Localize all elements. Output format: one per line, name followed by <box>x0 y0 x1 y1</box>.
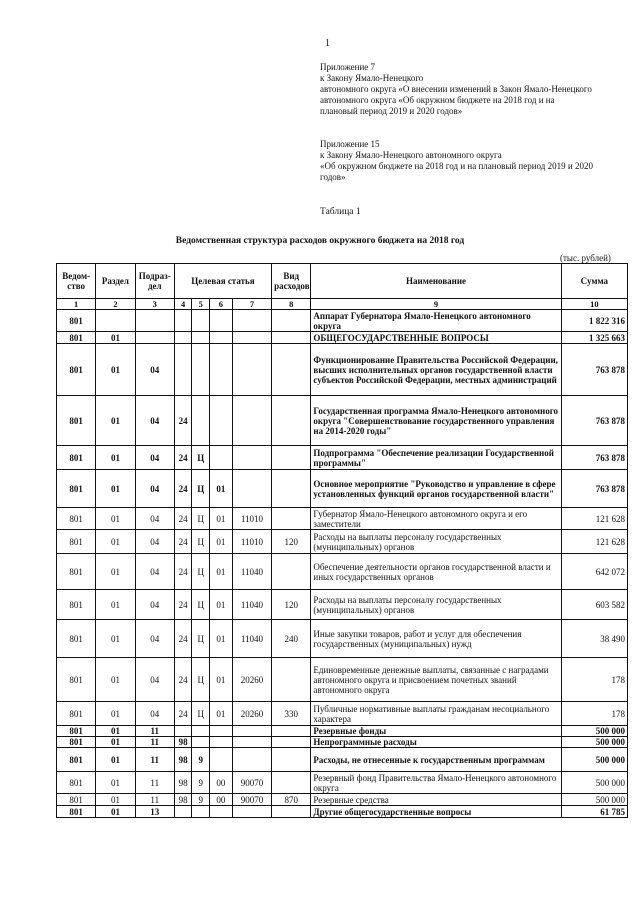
target-subprogram-cell <box>192 332 210 344</box>
target-subprogram-cell: 9 <box>192 794 210 806</box>
table-row <box>57 470 628 508</box>
target-subprogram-cell: Ц <box>192 508 210 530</box>
appendix-7-line: автономного округа «Об окружном бюджете на 2018 год и на <box>320 95 555 105</box>
target-activity-cell: 01 <box>210 470 233 508</box>
target-subprogram-cell: Ц <box>192 702 210 726</box>
target-activity-cell <box>210 446 233 470</box>
target-direction-cell: 11040 <box>232 554 271 590</box>
target-direction-cell: 90070 <box>232 772 271 794</box>
name-cell: ОБЩЕГОСУДАРСТВЕННЫЕ ВОПРОСЫ <box>311 332 561 344</box>
vedomstvo-cell: 801 <box>57 446 96 470</box>
sum-cell: 603 582 <box>561 590 627 620</box>
vedomstvo-cell: 801 <box>57 470 96 508</box>
target-program-cell: 24 <box>174 702 192 726</box>
col-header-razdel: Раздел <box>96 264 135 299</box>
target-program-cell: 24 <box>174 470 192 508</box>
column-number: 7 <box>232 299 271 310</box>
target-activity-cell: 01 <box>210 590 233 620</box>
razdel-cell: 01 <box>96 620 135 658</box>
sum-cell: 121 628 <box>561 530 627 554</box>
units-label: (тыс. рублей) <box>560 253 611 263</box>
appendix-15-line: «Об окружном бюджете на 2018 год и на плановый период 2019 и 2020 <box>320 161 593 171</box>
appendix-7-line: к Закону Ямало-Ненецкого <box>320 73 424 83</box>
name-cell: Иные закупки товаров, работ и услуг для обеспечения государственных (муниципальных) нужд <box>311 620 561 658</box>
target-activity-cell: 01 <box>210 530 233 554</box>
target-program-cell: 24 <box>174 590 192 620</box>
column-number: 5 <box>192 299 210 310</box>
expense-type-cell: 330 <box>272 702 311 726</box>
column-number: 10 <box>561 299 627 310</box>
vedomstvo-cell: 801 <box>57 332 96 344</box>
table-row <box>57 310 628 332</box>
podrazdel-cell: 04 <box>135 396 174 446</box>
vedomstvo-cell: 801 <box>57 794 96 806</box>
vedomstvo-cell: 801 <box>57 620 96 658</box>
target-program-cell: 98 <box>174 772 192 794</box>
name-cell: Обеспечение деятельности органов государственной власти и иных государственных органов <box>311 554 561 590</box>
podrazdel-cell: 04 <box>135 530 174 554</box>
target-program-cell: 24 <box>174 396 192 446</box>
razdel-cell: 01 <box>96 806 135 818</box>
target-subprogram-cell <box>192 726 210 737</box>
vedomstvo-cell: 801 <box>57 748 96 772</box>
name-cell: Расходы на выплаты персоналу государственных (муниципальных) органов <box>311 590 561 620</box>
appendix-7-header <box>320 62 625 117</box>
target-direction-cell: 20260 <box>232 658 271 702</box>
target-subprogram-cell <box>192 310 210 332</box>
razdel-cell: 01 <box>96 554 135 590</box>
razdel-cell <box>96 310 135 332</box>
col-header-vid: Вид расходов <box>272 264 311 299</box>
expense-type-cell <box>272 396 311 446</box>
appendix-7-line: плановый период 2019 и 2020 годов» <box>320 106 463 116</box>
target-program-cell: 24 <box>174 530 192 554</box>
podrazdel-cell: 04 <box>135 702 174 726</box>
podrazdel-cell: 04 <box>135 620 174 658</box>
target-activity-cell <box>210 332 233 344</box>
expense-type-cell <box>272 508 311 530</box>
sum-cell: 61 785 <box>561 806 627 818</box>
target-direction-cell <box>232 806 271 818</box>
vedomstvo-cell: 801 <box>57 806 96 818</box>
appendix-15-line: годов» <box>320 172 346 182</box>
document-title: Ведомственная структура расходов окружного бюджета на 2018 год <box>175 236 465 246</box>
expense-type-cell <box>272 344 311 396</box>
table-row <box>57 530 628 554</box>
target-subprogram-cell <box>192 806 210 818</box>
target-direction-cell <box>232 344 271 396</box>
col-header-celevaya: Целевая статья <box>174 264 271 299</box>
target-direction-cell <box>232 396 271 446</box>
table-row <box>57 726 628 737</box>
sum-cell: 763 878 <box>561 446 627 470</box>
sum-cell: 178 <box>561 702 627 726</box>
expense-type-cell: 120 <box>272 530 311 554</box>
sum-cell: 1 822 316 <box>561 310 627 332</box>
appendix-15-line: к Закону Ямало-Ненецкого автономного округа <box>320 150 502 160</box>
target-direction-cell <box>232 726 271 737</box>
expense-type-cell <box>272 310 311 332</box>
target-subprogram-cell <box>192 737 210 748</box>
sum-cell: 500 000 <box>561 726 627 737</box>
target-activity-cell <box>210 737 233 748</box>
target-program-cell: 98 <box>174 748 192 772</box>
target-program-cell <box>174 726 192 737</box>
name-cell: Аппарат Губернатора Ямало-Ненецкого автономного округа <box>311 310 561 332</box>
sum-cell: 500 000 <box>561 794 627 806</box>
target-program-cell: 98 <box>174 737 192 748</box>
column-number: 1 <box>57 299 96 310</box>
table-row <box>57 806 628 818</box>
podrazdel-cell: 04 <box>135 508 174 530</box>
column-number: 6 <box>210 299 233 310</box>
target-activity-cell <box>210 310 233 332</box>
sum-cell: 500 000 <box>561 748 627 772</box>
col-header-sum: Сумма <box>561 264 627 299</box>
table-row <box>57 748 628 772</box>
expense-type-cell <box>272 772 311 794</box>
column-number: 3 <box>135 299 174 310</box>
razdel-cell: 01 <box>96 344 135 396</box>
table-row <box>57 446 628 470</box>
target-activity-cell <box>210 748 233 772</box>
name-cell: Резервные фонды <box>311 726 561 737</box>
table-row <box>57 332 628 344</box>
table-row <box>57 658 628 702</box>
target-activity-cell: 01 <box>210 702 233 726</box>
appendix-7-title: Приложение 7 <box>320 62 376 72</box>
name-cell: Единовременные денежные выплаты, связанные с наградами автономного округа и присвоением почетных званий автономного округа <box>311 658 561 702</box>
expense-type-cell <box>272 554 311 590</box>
podrazdel-cell: 04 <box>135 590 174 620</box>
target-program-cell: 24 <box>174 554 192 590</box>
podrazdel-cell: 04 <box>135 470 174 508</box>
expense-type-cell <box>272 658 311 702</box>
sum-cell: 763 878 <box>561 396 627 446</box>
name-cell: Функционирование Правительства Российской Федерации, высших исполнительных органов государственной власти субъектов Российской Федерации, местных администраций <box>311 344 561 396</box>
target-program-cell <box>174 344 192 396</box>
podrazdel-cell <box>135 332 174 344</box>
sum-cell: 38 490 <box>561 620 627 658</box>
name-cell: Непрограммные расходы <box>311 737 561 748</box>
table-row <box>57 344 628 396</box>
sum-cell: 763 878 <box>561 470 627 508</box>
target-direction-cell: 11010 <box>232 530 271 554</box>
vedomstvo-cell: 801 <box>57 726 96 737</box>
razdel-cell: 01 <box>96 446 135 470</box>
appendix-15-title: Приложение 15 <box>320 139 380 149</box>
sum-cell: 178 <box>561 658 627 702</box>
name-cell: Государственная программа Ямало-Ненецкого автономного округа "Совершенствование государственного управления на 2014-2020 годы" <box>311 396 561 446</box>
name-cell: Губернатор Ямало-Ненецкого автономного округа и его заместители <box>311 508 561 530</box>
name-cell: Публичные нормативные выплаты гражданам несоциального характера <box>311 702 561 726</box>
target-program-cell <box>174 806 192 818</box>
target-direction-cell <box>232 470 271 508</box>
razdel-cell: 01 <box>96 508 135 530</box>
name-cell: Другие общегосударственные вопросы <box>311 806 561 818</box>
target-activity-cell: 01 <box>210 658 233 702</box>
expense-type-cell <box>272 726 311 737</box>
vedomstvo-cell: 801 <box>57 737 96 748</box>
table-row <box>57 508 628 530</box>
vedomstvo-cell: 801 <box>57 344 96 396</box>
target-activity-cell: 01 <box>210 554 233 590</box>
target-subprogram-cell: 9 <box>192 748 210 772</box>
target-subprogram-cell: Ц <box>192 470 210 508</box>
vedomstvo-cell: 801 <box>57 772 96 794</box>
vedomstvo-cell: 801 <box>57 310 96 332</box>
target-subprogram-cell: Ц <box>192 530 210 554</box>
name-cell: Расходы на выплаты персоналу государственных (муниципальных) органов <box>311 530 561 554</box>
vedomstvo-cell: 801 <box>57 508 96 530</box>
target-program-cell <box>174 310 192 332</box>
vedomstvo-cell: 801 <box>57 396 96 446</box>
razdel-cell: 01 <box>96 794 135 806</box>
sum-cell: 500 000 <box>561 737 627 748</box>
target-activity-cell <box>210 344 233 396</box>
sum-cell: 121 628 <box>561 508 627 530</box>
podrazdel-cell: 11 <box>135 726 174 737</box>
expense-type-cell: 120 <box>272 590 311 620</box>
razdel-cell: 01 <box>96 332 135 344</box>
sum-cell: 1 325 663 <box>561 332 627 344</box>
podrazdel-cell: 04 <box>135 554 174 590</box>
sum-cell: 642 072 <box>561 554 627 590</box>
column-number: 9 <box>311 299 561 310</box>
table-row <box>57 772 628 794</box>
target-direction-cell <box>232 737 271 748</box>
col-header-name: Наименование <box>311 264 561 299</box>
razdel-cell: 01 <box>96 772 135 794</box>
expense-type-cell <box>272 332 311 344</box>
target-subprogram-cell: Ц <box>192 554 210 590</box>
target-activity-cell: 01 <box>210 620 233 658</box>
header-row <box>57 264 628 299</box>
target-direction-cell: 11040 <box>232 620 271 658</box>
target-program-cell: 98 <box>174 794 192 806</box>
target-direction-cell <box>232 446 271 470</box>
column-number: 2 <box>96 299 135 310</box>
sum-cell: 763 878 <box>561 344 627 396</box>
target-subprogram-cell: Ц <box>192 590 210 620</box>
name-cell: Подпрограмма "Обеспечение реализации Государственной программы" <box>311 446 561 470</box>
target-activity-cell: 00 <box>210 772 233 794</box>
target-direction-cell <box>232 310 271 332</box>
razdel-cell: 01 <box>96 470 135 508</box>
expense-type-cell <box>272 446 311 470</box>
podrazdel-cell: 11 <box>135 772 174 794</box>
table-row <box>57 590 628 620</box>
expense-type-cell <box>272 748 311 772</box>
target-subprogram-cell: Ц <box>192 658 210 702</box>
razdel-cell: 01 <box>96 726 135 737</box>
target-activity-cell <box>210 806 233 818</box>
target-subprogram-cell: 9 <box>192 772 210 794</box>
column-number: 4 <box>174 299 192 310</box>
razdel-cell: 01 <box>96 702 135 726</box>
podrazdel-cell: 13 <box>135 806 174 818</box>
podrazdel-cell: 04 <box>135 658 174 702</box>
sum-cell: 500 000 <box>561 772 627 794</box>
razdel-cell: 01 <box>96 590 135 620</box>
razdel-cell: 01 <box>96 396 135 446</box>
razdel-cell: 01 <box>96 658 135 702</box>
table-label: Таблица 1 <box>320 207 361 217</box>
appendix-7-line: автономного округа «О внесении изменений в Закон Ямало-Ненецкого <box>320 84 592 94</box>
name-cell: Резервные средства <box>311 794 561 806</box>
target-direction-cell: 11040 <box>232 590 271 620</box>
vedomstvo-cell: 801 <box>57 590 96 620</box>
razdel-cell: 01 <box>96 737 135 748</box>
target-activity-cell <box>210 396 233 446</box>
col-header-vedomstvo: Ведом-ство <box>57 264 96 299</box>
razdel-cell: 01 <box>96 748 135 772</box>
col-header-podrazdel: Подраз-дел <box>135 264 174 299</box>
name-cell: Основное мероприятие "Руководство и управление в сфере установленных функций органов государственной власти" <box>311 470 561 508</box>
target-subprogram-cell <box>192 344 210 396</box>
table-row <box>57 396 628 446</box>
podrazdel-cell: 11 <box>135 748 174 772</box>
podrazdel-cell: 11 <box>135 794 174 806</box>
table-row <box>57 702 628 726</box>
target-subprogram-cell: Ц <box>192 446 210 470</box>
target-direction-cell: 20260 <box>232 702 271 726</box>
budget-table-body <box>57 310 628 818</box>
razdel-cell: 01 <box>96 530 135 554</box>
table-row <box>57 794 628 806</box>
expense-type-cell <box>272 806 311 818</box>
table-row <box>57 554 628 590</box>
column-number-row <box>57 299 628 310</box>
table-row <box>57 737 628 748</box>
target-subprogram-cell <box>192 396 210 446</box>
target-direction-cell: 90070 <box>232 794 271 806</box>
appendix-15-header <box>320 139 625 183</box>
target-direction-cell <box>232 748 271 772</box>
name-cell: Расходы, не отнесенные к государственным программам <box>311 748 561 772</box>
target-program-cell: 24 <box>174 508 192 530</box>
expense-type-cell <box>272 470 311 508</box>
expense-type-cell: 240 <box>272 620 311 658</box>
podrazdel-cell <box>135 310 174 332</box>
vedomstvo-cell: 801 <box>57 554 96 590</box>
target-activity-cell <box>210 726 233 737</box>
page-number: 1 <box>325 38 330 49</box>
target-program-cell: 24 <box>174 620 192 658</box>
target-activity-cell: 00 <box>210 794 233 806</box>
podrazdel-cell: 04 <box>135 344 174 396</box>
vedomstvo-cell: 801 <box>57 702 96 726</box>
podrazdel-cell: 04 <box>135 446 174 470</box>
target-program-cell: 24 <box>174 658 192 702</box>
target-program-cell <box>174 332 192 344</box>
budget-table <box>56 263 628 818</box>
vedomstvo-cell: 801 <box>57 530 96 554</box>
target-subprogram-cell: Ц <box>192 620 210 658</box>
target-direction-cell: 11010 <box>232 508 271 530</box>
target-program-cell: 24 <box>174 446 192 470</box>
expense-type-cell: 870 <box>272 794 311 806</box>
expense-type-cell <box>272 737 311 748</box>
column-number: 8 <box>272 299 311 310</box>
name-cell: Резервный фонд Правительства Ямало-Ненецкого автономного округа <box>311 772 561 794</box>
table-row <box>57 620 628 658</box>
target-activity-cell: 01 <box>210 508 233 530</box>
podrazdel-cell: 11 <box>135 737 174 748</box>
target-direction-cell <box>232 332 271 344</box>
vedomstvo-cell: 801 <box>57 658 96 702</box>
